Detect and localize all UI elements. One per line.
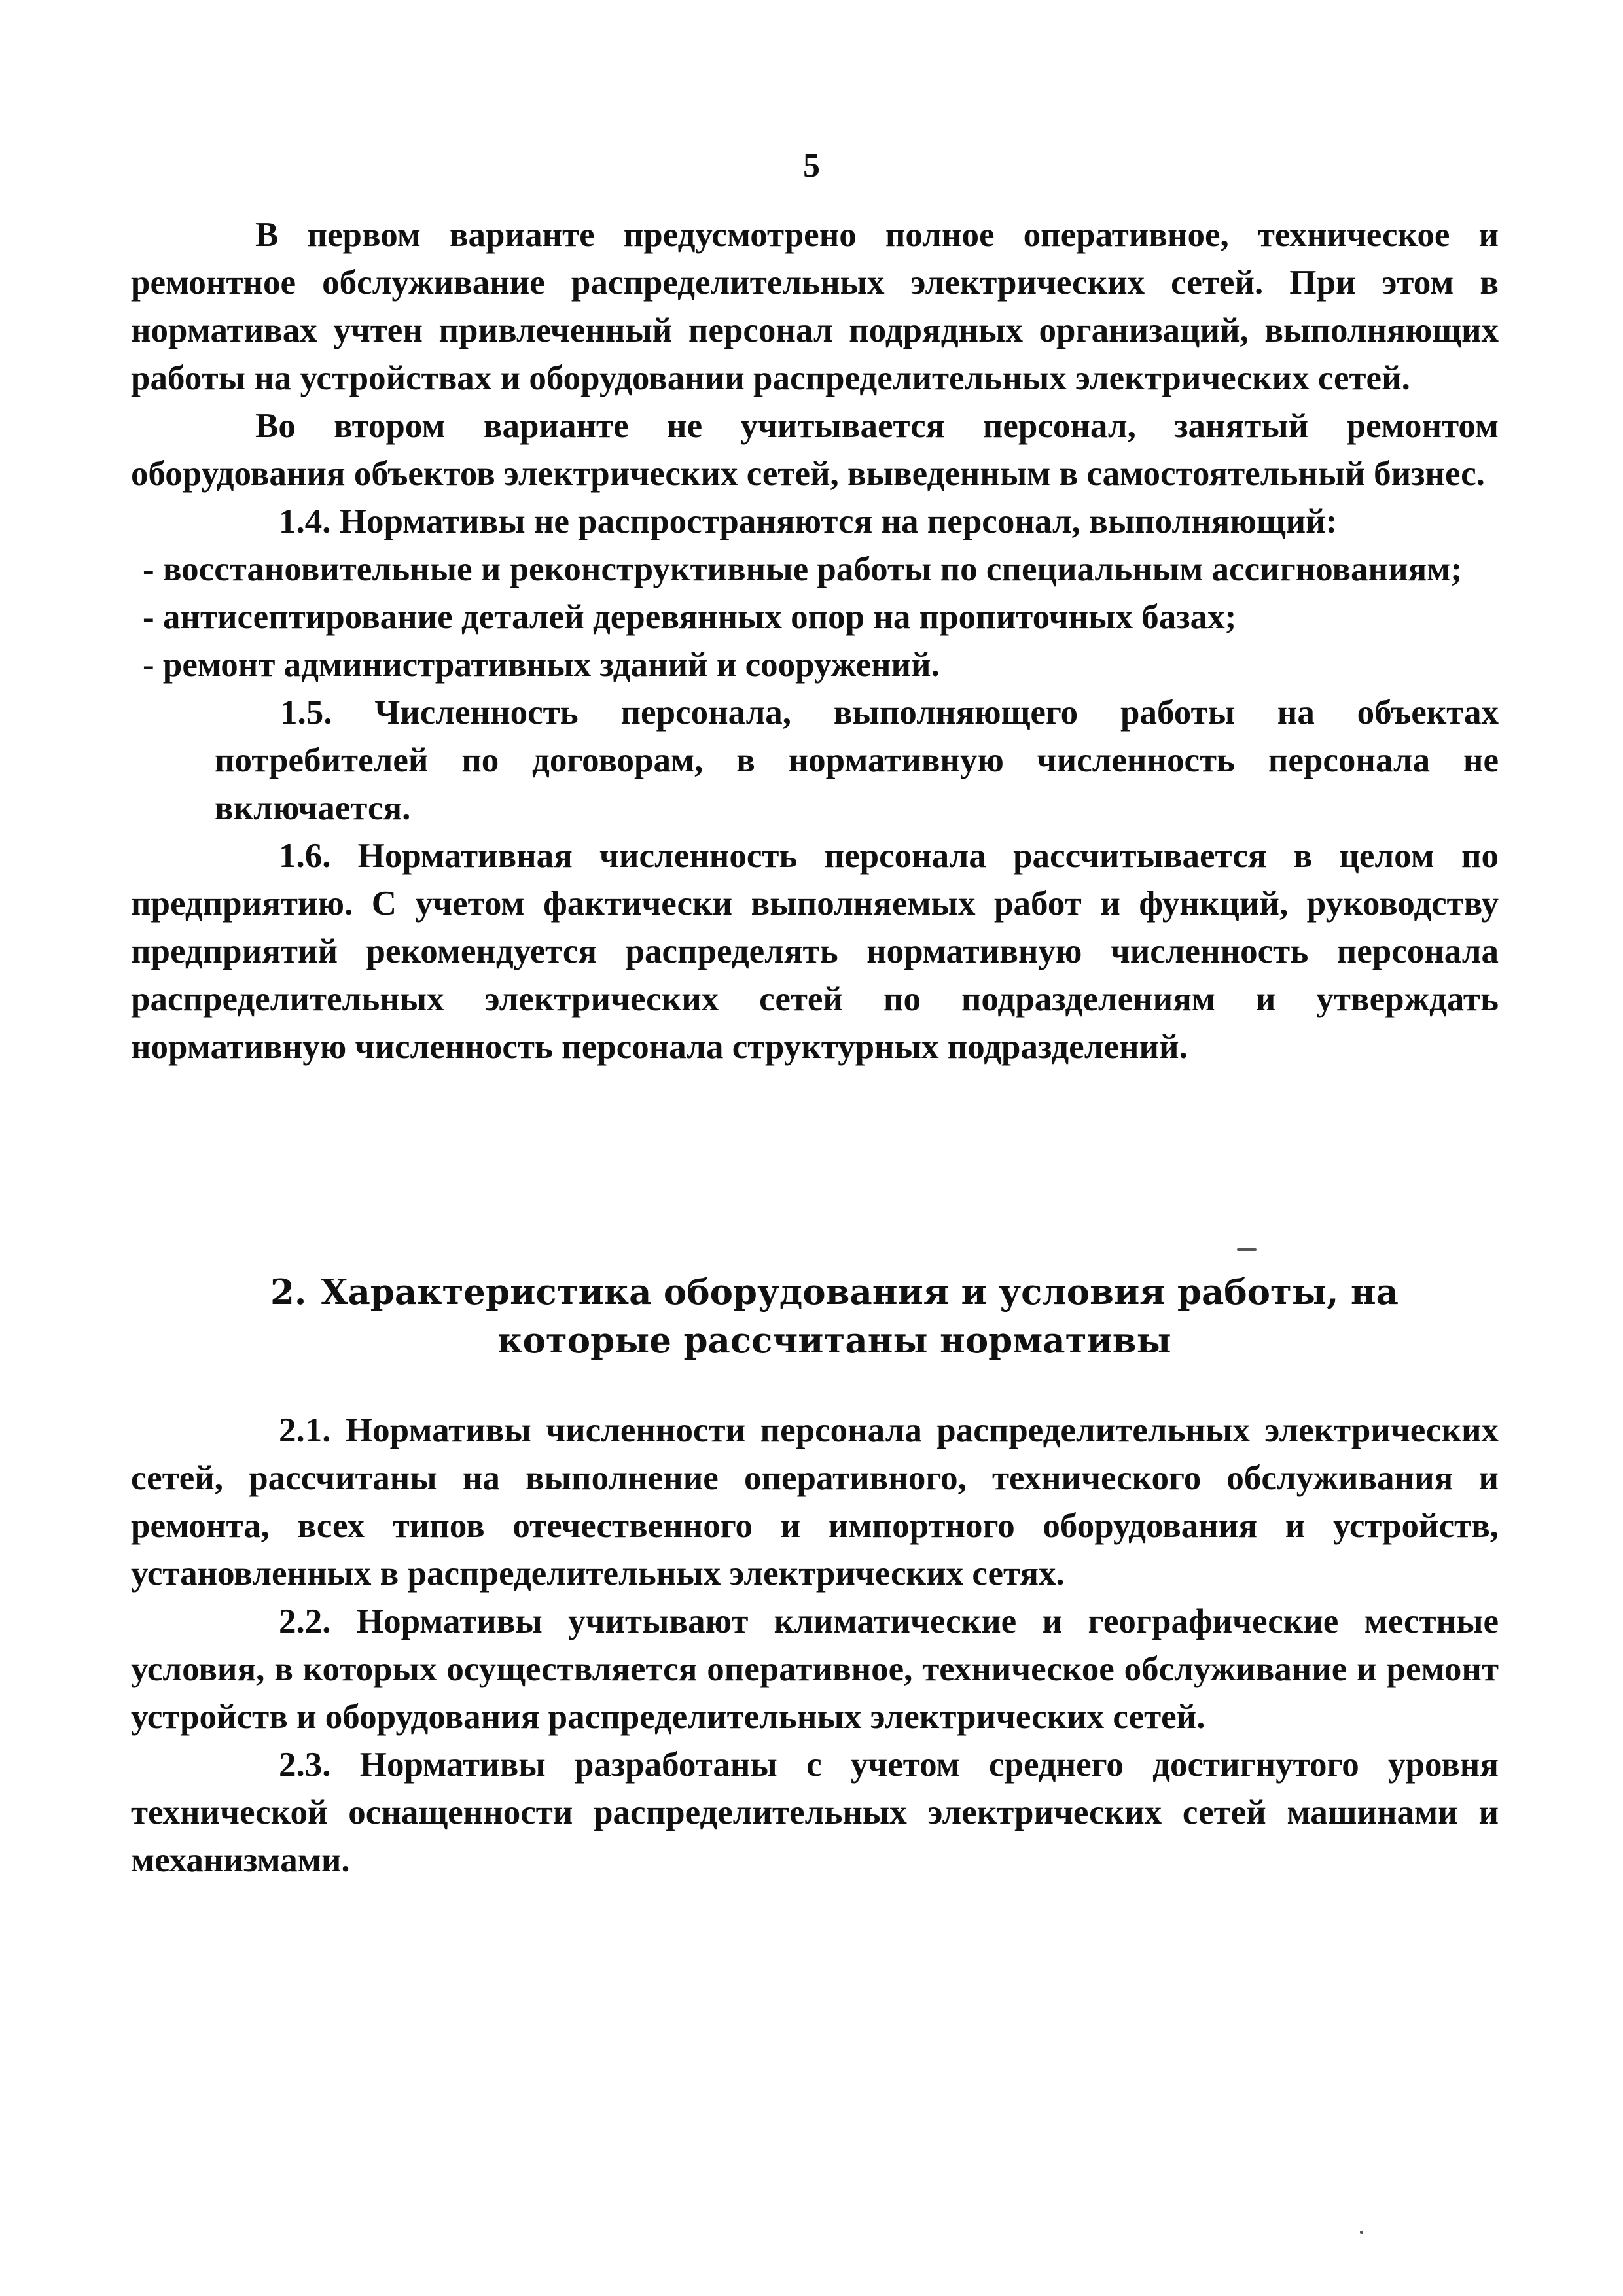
list-item: - ремонт административных зданий и сооружений. [131,641,1499,689]
paragraph-1-4: 1.4. Нормативы не распространяются на персонал, выполняющий: [279,503,1338,540]
list-item: - восстановительные и реконструктивные работы по специальным ассигнованиям; [131,546,1499,593]
paragraph-1-5: 1.5. Численность персонала, выполняющего работы на объектах потребителей по договорам, в нормативную численность персонала не включается. [215,694,1499,827]
paragraph-2-3: 2.3. Нормативы разработаны с учетом среднего достигнутого уровня технической оснащенности распределительных электрических сетей машинами и механизмами. [131,1746,1499,1879]
section-2-heading [190,1268,1479,1365]
paragraph-2-1: 2.1. Нормативы численности персонала распределительных электрических сетей, рассчитаны на выполнение оперативного, технического обслуживания и ремонта, всех типов отечественного и импортного оборудования и устройств, установленных в распределительных электрических сетях. [131,1411,1499,1593]
section-2-body [131,1407,1499,1884]
paragraph-2-2: 2.2. Нормативы учитывают климатические и географические местные условия, в которых осуществляется оперативное, техническое обслуживание и ремонт устройств и оборудования распределительных электрических сетей. [131,1602,1499,1736]
paragraph-first-variant: В первом варианте предусмотрено полное оперативное, техническое и ремонтное обслуживание распределительных электрических сетей. При этом в нормативах учтен привлеченный персонал подрядных организаций, выполняющих работы на устройствах и оборудовании распределительных электрических сетей. [131,216,1499,397]
list-item: - антисептирование деталей деревянных опор на пропиточных базах; [131,593,1499,641]
section-2-title: Характеристика оборудования и условия работы, на которые рассчитаны нормативы [321,1272,1399,1361]
scan-speck [1360,2231,1363,2234]
section-1-continuation [131,211,1499,1071]
scan-speck [1237,1248,1257,1251]
paragraph-1-6: 1.6. Нормативная численность персонала рассчитывается в целом по предприятию. С учетом фактически выполняемых работ и функций, руководству предприятий рекомендуется распределять нормативную численность персонала распределительных электрических сетей по подразделениям и утверждать нормативную численность персонала структурных подразделений. [131,837,1499,1066]
page-number: 5 [803,147,820,185]
paragraph-second-variant: Во втором варианте не учитывается персонал, занятый ремонтом оборудования объектов электрических сетей, выведенным в самостоятельный бизнес. [131,407,1499,493]
section-2-number: 2. [270,1272,307,1313]
exclusions-list [131,546,1499,689]
